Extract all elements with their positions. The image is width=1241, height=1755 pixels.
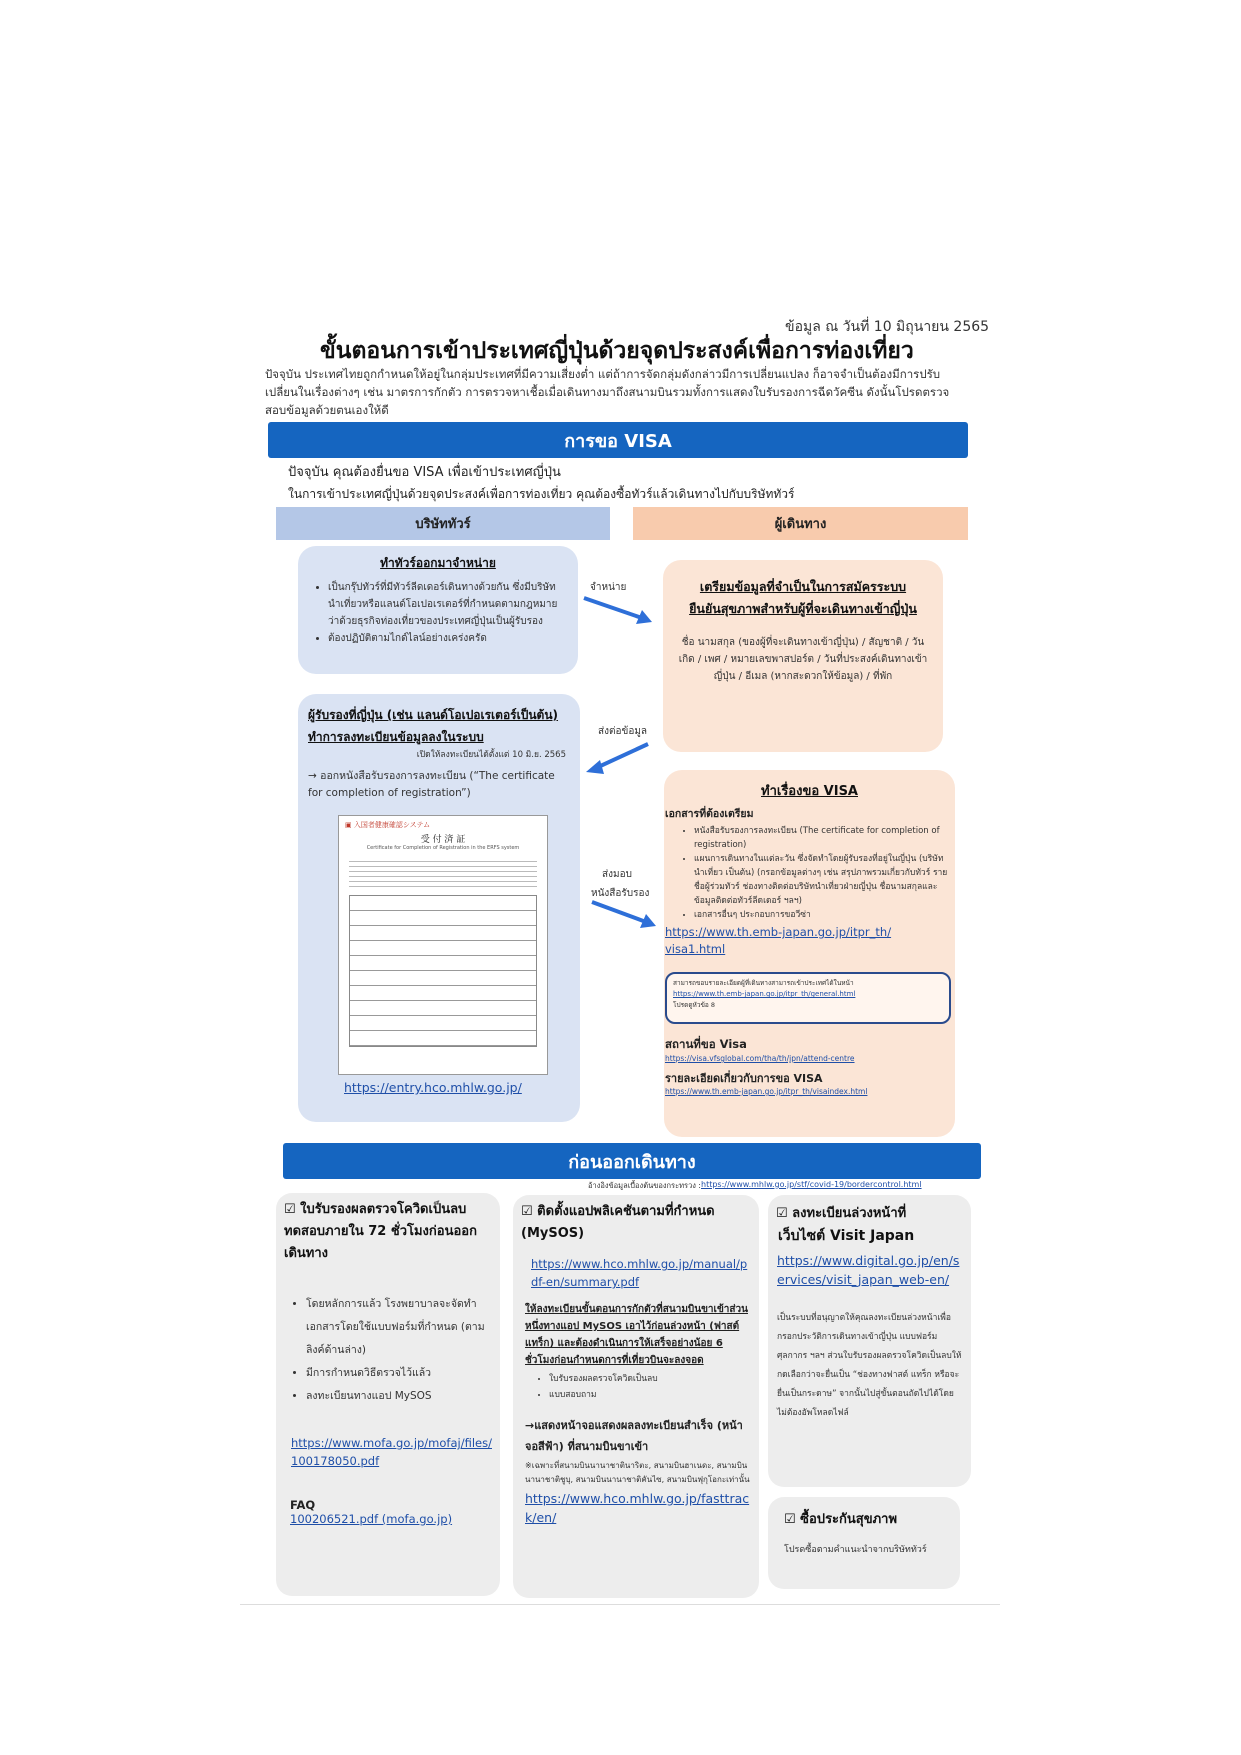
reference-label: อ้างอิงข้อมูลเบื้องต้นของกระทรวง : [588, 1181, 701, 1190]
certificate-logo: ▣ 入国者健康確認システム [345, 821, 431, 829]
arrow-label-deliver: ส่งมอบ [602, 869, 632, 880]
required-doc-3: • เอกสารอื่นๆ ประกอบการขอวีซ่า [694, 908, 949, 922]
intro-text: ปัจจุบัน ประเทศไทยถูกกำหนดให้อยู่ในกลุ่มประเทศที่มีความเสี่ยงต่ำ แต่ถ้าการจัดกลุ่มดังกล่าวมีการเปลี่ยนแปลง ก็อาจจำเป็นต้องมีการปรับเปลี่ยนในเรื่องต่างๆ เช่น มาตรการกักตัว การตรวจหาเชื้อเมื่อเดินทางมาถึงสนามบินรวมทั้งการแสดงใบรับรองการฉีดวัคซีน ดังนั้นโปรดตรวจสอบข้อมูลด้วยตนเองให้ดี [265, 367, 950, 417]
visit-japan-link[interactable]: https://www.digital.go.jp/en/services/visit_japan_web-en/ [777, 1253, 960, 1287]
covid-test-bullet-1: • โดยหลักการแล้ว โรงพยาบาลจะจัดทำเอกสารโดยใช้แบบฟอร์มที่กำหนด (ตามลิงค์ด้านล่าง) [306, 1293, 492, 1362]
bubble-text: สามารถขอบรายละเอียดผู้ที่เดินทางสามารถเข้าประเทศได้ในหน้า [673, 979, 854, 987]
tour-sale-bullet-1: • เป็นกรุ๊ปทัวร์ที่มีทัวร์ลีดเดอร์เดินทางด้วยกัน ซึ่งมีบริษัทนำเที่ยวหรือแลนด์โอเปอเรเตอร์ที่กำหนดตามกฎหมายว่าด้วยธุรกิจท่องเที่ยวของประเทศญี่ปุ่นเป็นผู้รับรอง [328, 579, 568, 630]
mysos-item-2: • แบบสอบถาม [549, 1387, 751, 1403]
mysos-title: ☑ ติดตั้งแอปพลิเคชันตามที่กำหนด (MySOS) [521, 1204, 715, 1241]
visa-detail-label: รายละเอียดเกี่ยวกับการขอ VISA [665, 1072, 823, 1085]
arrow-right-down-icon-2 [588, 898, 664, 934]
certificate-text-lines [349, 857, 537, 887]
visa-application-box [664, 770, 955, 1137]
page-title: ขั้นตอนการเข้าประเทศญี่ปุ่นด้วยจุดประสงค์เพื่อการท่องเที่ยว [320, 338, 914, 364]
faq-label: FAQ [290, 1498, 316, 1512]
registration-issue-text: → ออกหนังสือรับรองการลงทะเบียน (“The certificate for completion of registration”) [308, 770, 555, 799]
before-departure-bar: ก่อนออกเดินทาง [283, 1143, 981, 1179]
info-bubble [665, 972, 951, 1024]
faq-link[interactable]: 100206521.pdf (mofa.go.jp) [290, 1512, 453, 1526]
required-docs-label: เอกสารที่ต้องเตรียม [665, 808, 754, 820]
visa-intro-line-2: ในการเข้าประเทศญี่ปุ่นด้วยจุดประสงค์เพื่อการท่องเที่ยว คุณต้องซื้อทัวร์แล้วเดินทางไปกับบริษัททัวร์ [288, 487, 795, 501]
arrow-left-down-icon [580, 738, 660, 778]
bordercontrol-link[interactable]: https://www.mhlw.go.jp/stf/covid-19/bordercontrol.html [701, 1180, 922, 1189]
required-doc-1: • หนังสือรับรองการลงทะเบียน (The certificate for completion of registration) [694, 824, 949, 852]
covid-test-card [276, 1193, 500, 1596]
bottom-divider [240, 1604, 1000, 1605]
insurance-body: โปรดซื้อตามคำแนะนำจากบริษัททัวร์ [784, 1545, 927, 1555]
column-header-tour-company: บริษัททัวร์ [276, 507, 610, 540]
bubble-note: โปรดดูหัวข้อ 8 [673, 1001, 716, 1009]
tour-sale-bullet-2: • ต้องปฏิบัติตามไกด์ไลน์อย่างเคร่งครัด [328, 630, 568, 647]
mysos-instructions: ให้ลงทะเบียนขั้นตอนการกักตัวที่สนามบินขาเข้าส่วนหนึ่งทางแอป MySOS เอาไว้ก่อนล่วงหน้า (ฟาสต์ แทร็ก) และต้องดำเนินการให้เสร็จอย่างน้อย 6 ชั่วโมงก่อนกำหนดการที่เที่ยวบินจะลงจอด [525, 1304, 748, 1366]
visa-application-heading: ทำเรื่องขอ VISA [761, 784, 858, 799]
certificate-title: 受 付 済 証 [420, 835, 466, 845]
arrow-label-sell: จำหน่าย [590, 582, 627, 593]
fasttrack-link[interactable]: https://www.hco.mhlw.go.jp/fasttrack/en/ [525, 1491, 750, 1525]
covid-test-title: ☑ ใบรับรองผลตรวจโควิดเป็นลบทดสอบภายใน 72 ชั่วโมงก่อนออกเดินทาง [284, 1202, 477, 1261]
prepare-info-box [663, 560, 943, 752]
visit-japan-body: เป็นระบบที่อนุญาตให้คุณลงทะเบียนล่วงหน้าเพื่อกรอกประวัติการเดินทางเข้าญี่ปุ่น แบบฟอร์มศุลกากร ฯลฯ ส่วนใบรับรองผลตรวจโควิดเป็นลบให้กดเลือกว่าจะยื่นเป็น “ช่องทางฟาสต์ แทร็ก หรือจะยื่นเป็นกระดาษ” จากนั้นไปสู่ขั้นตอนถัดไปได้โดยไม่ต้องอัพโหลดไฟล์ [777, 1313, 962, 1418]
certificate-subtitle: Certificate for Completion of Registration in the ERFS system [366, 845, 520, 851]
mysos-item-1: • ใบรับรองผลตรวจโควิดเป็นลบ [549, 1371, 751, 1387]
visa-section-bar: การขอ VISA [268, 422, 968, 458]
tour-sale-box [298, 546, 578, 674]
visit-japan-card [768, 1195, 971, 1487]
entry-hco-link[interactable]: https://entry.hco.mhlw.go.jp/ [344, 1080, 522, 1095]
mysos-manual-link[interactable]: https://www.hco.mhlw.go.jp/manual/pdf-en/summary.pdf [531, 1257, 748, 1289]
visa-place-label: สถานที่ขอ Visa [665, 1037, 747, 1051]
insurance-card [768, 1497, 960, 1589]
tour-sale-heading: ทำทัวร์ออกมาจำหน่าย [380, 556, 496, 570]
visa1-link[interactable]: https://www.th.emb-japan.go.jp/itpr_th/visa1.html [665, 925, 892, 956]
show-screen-text: →แสดงหน้าจอแสดงผลลงทะเบียนสำเร็จ (หน้าจอสีฟ้า) ที่สนามบินขาเข้า [525, 1419, 743, 1453]
vfs-link[interactable]: https://visa.vfsglobal.com/tha/th/jpn/attend-centre [665, 1054, 855, 1063]
general-link[interactable]: https://www.th.emb-japan.go.jp/itpr_th/general.html [673, 990, 856, 998]
covid-test-bullet-2: • มีการกำหนดวิธีตรวจไว้แล้ว [306, 1362, 492, 1385]
arrow-label-certificate: หนังสือรับรอง [591, 888, 650, 899]
info-date: ข้อมูล ณ วันที่ 10 มิถุนายน 2565 [785, 319, 990, 335]
required-doc-2: • แผนการเดินทางในแต่ละวัน ซึ่งจัดทำโดยผู้รับรองที่อยู่ในญี่ปุ่น (บริษัทนำเที่ยว เป็นต้น) (กรอกข้อมูลต่างๆ เช่น สรุปภาพรวมเกี่ยวกับทัวร์ รายชื่อผู้ร่วมทัวร์ ช่องทางติดต่อบริษัทนำเที่ยวฝ่ายญี่ปุ่น ชื่อนามสกุลและข้อมูลติดต่อทัวร์ลีดเดอร์ ฯลฯ) [694, 852, 949, 908]
visa-intro-line-1: ปัจจุบัน คุณต้องยื่นขอ VISA เพื่อเข้าประเทศญี่ปุ่น [288, 465, 561, 480]
registration-heading: ผู้รับรองที่ญี่ปุ่น (เช่น แลนด์โอเปอเรเตอร์เป็นต้น) ทำการลงทะเบียนข้อมูลลงในระบบ [308, 708, 559, 744]
certificate-image [338, 815, 548, 1075]
visit-japan-title-1: ☑ ลงทะเบียนล่วงหน้าที่ [776, 1206, 907, 1221]
insurance-title: ☑ ซื้อประกันสุขภาพ [784, 1512, 898, 1527]
visaindex-link[interactable]: https://www.th.emb-japan.go.jp/itpr_th/visaindex.html [665, 1087, 868, 1096]
certificate-table [349, 895, 537, 1047]
airports-note: ※เฉพาะที่สนามบินนานาชาตินาริตะ, สนามบินฮาเนดะ, สนามบินนานาชาติชูบุ, สนามบินนานาชาติคันไซ, สนามบินฟุกุโอกะเท่านั้น [525, 1461, 750, 1484]
prepare-info-heading: เตรียมข้อมูลที่จำเป็นในการสมัครระบบยืนยันสุขภาพสำหรับผู้ที่จะเดินทางเข้าญี่ปุ่น [689, 579, 917, 616]
mofa-form-link[interactable]: https://www.mofa.go.jp/mofaj/files/100178050.pdf [291, 1436, 492, 1468]
prepare-info-body: ชื่อ นามสกุล (ของผู้ที่จะเดินทางเข้าญี่ปุ่น) / สัญชาติ / วันเกิด / เพศ / หมายเลขพาสปอร์ต / วันที่ประสงค์เดินทางเข้าญี่ปุ่น / อีเมล (หากสะดวกให้ข้อมูล) / ที่พัก [678, 637, 928, 682]
visit-japan-title-2: เว็บไซต์ Visit Japan [778, 1228, 915, 1244]
mysos-card [513, 1195, 759, 1598]
registration-open-note: เปิดให้ลงทะเบียนได้ตั้งแต่ 10 มิ.ย. 2565 [416, 750, 566, 760]
arrow-right-down-icon [580, 592, 660, 628]
arrow-label-forward-data: ส่งต่อข้อมูล [598, 726, 648, 737]
covid-test-bullet-3: • ลงทะเบียนทางแอป MySOS [306, 1385, 492, 1408]
column-header-traveler: ผู้เดินทาง [633, 507, 968, 540]
